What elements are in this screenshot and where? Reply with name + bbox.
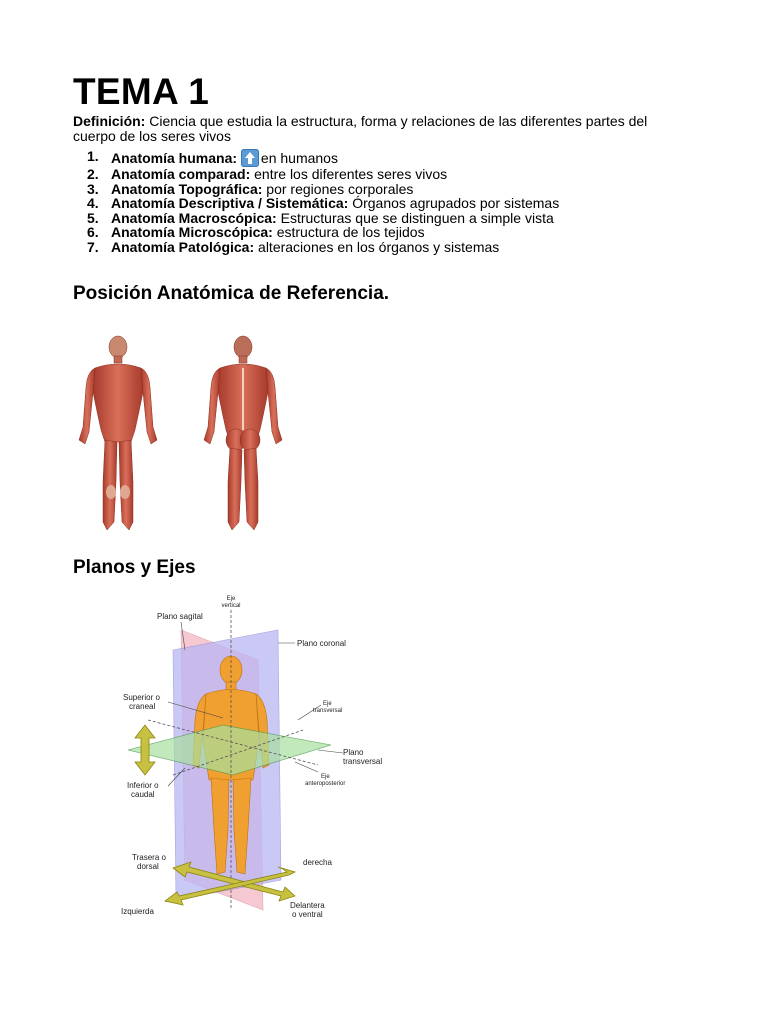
list-desc: Órganos agrupados por sistemas [348,195,560,212]
label-eje-transversal-1: Eje [323,701,332,707]
list-number: 5. [87,209,99,226]
list-term: Anatomía Macroscópica: [111,209,277,226]
label-superior-1: Superior o [123,693,160,702]
label-eje-antero-2: anteroposterior [305,781,346,787]
document-page [73,70,713,255]
list-desc: Estructuras que se distinguen a simple vista [276,209,554,226]
list-number: 2. [87,166,99,182]
definition-text: Ciencia que estudia la estructura, forma y relaciones de las diferentes partes del cuerpo de los seres vivos [73,113,648,144]
list-desc: entre los diferentes seres vivos [250,166,448,182]
up-arrow-icon [241,149,259,167]
definition-label: Definición: [73,113,146,129]
list-term: Anatomía Descriptiva / Sistemática: [111,195,349,212]
list-item [73,240,713,255]
list-number: 1. [87,148,99,164]
list-item [73,196,713,211]
front-muscle-figure [79,336,157,530]
label-plano-sagital: Plano sagital [157,612,203,621]
label-eje-transversal-2: transversal [313,708,343,714]
list-item [73,149,713,167]
section-heading-planes-axes: Planos y Ejes [73,557,196,578]
list-number: 3. [87,180,99,197]
label-inferior-1: Inferior o [127,781,159,790]
section-heading-anatomical-position: Posición Anatómica de Referencia. [73,283,390,304]
planes-axes-diagram [73,590,383,928]
list-desc: estructura de los tejidos [272,224,425,241]
label-eje-vertical-1: Eje [226,596,236,602]
anatomical-position-figure [73,332,293,542]
list-desc: alteraciones en los órganos y sistemas [254,238,500,255]
label-delantera-1: Delantera [290,901,325,910]
list-desc: por regiones corporales [262,180,414,197]
label-izquierda: Izquierda [121,907,154,916]
list-number: 6. [87,224,99,241]
label-plano-coronal: Plano coronal [297,639,346,648]
label-trasera-2: dorsal [137,862,159,871]
transverse-plane [128,725,331,775]
list-term: Anatomía Microscópica: [111,224,273,241]
label-derecha: derecha [303,858,332,867]
list-item [73,211,713,226]
label-eje-vertical-2: vertical [221,603,241,609]
list-term: Anatomía humana: [111,150,238,166]
label-superior-2: craneal [129,702,156,711]
list-item [73,167,713,182]
list-term: Anatomía comparad: [111,166,251,182]
list-term: Anatomía Topográfica: [111,180,263,197]
label-inferior-2: caudal [131,790,155,799]
definition-paragraph [73,114,673,144]
back-muscle-figure [204,336,282,530]
list-item [73,182,713,197]
label-delantera-2: o ventral [292,910,323,919]
label-eje-antero-1: Eje [321,774,330,780]
list-number: 4. [87,195,99,212]
list-desc: en humanos [260,150,338,166]
label-plano-transversal-2: transversal [343,757,383,766]
label-plano-transversal-1: Plano [343,748,364,757]
label-trasera-1: Trasera o [132,853,166,862]
list-item [73,225,713,240]
page-title: TEMA 1 [73,71,210,112]
anatomy-types-list [73,149,713,255]
list-term: Anatomía Patológica: [111,238,255,255]
list-number: 7. [87,238,99,255]
